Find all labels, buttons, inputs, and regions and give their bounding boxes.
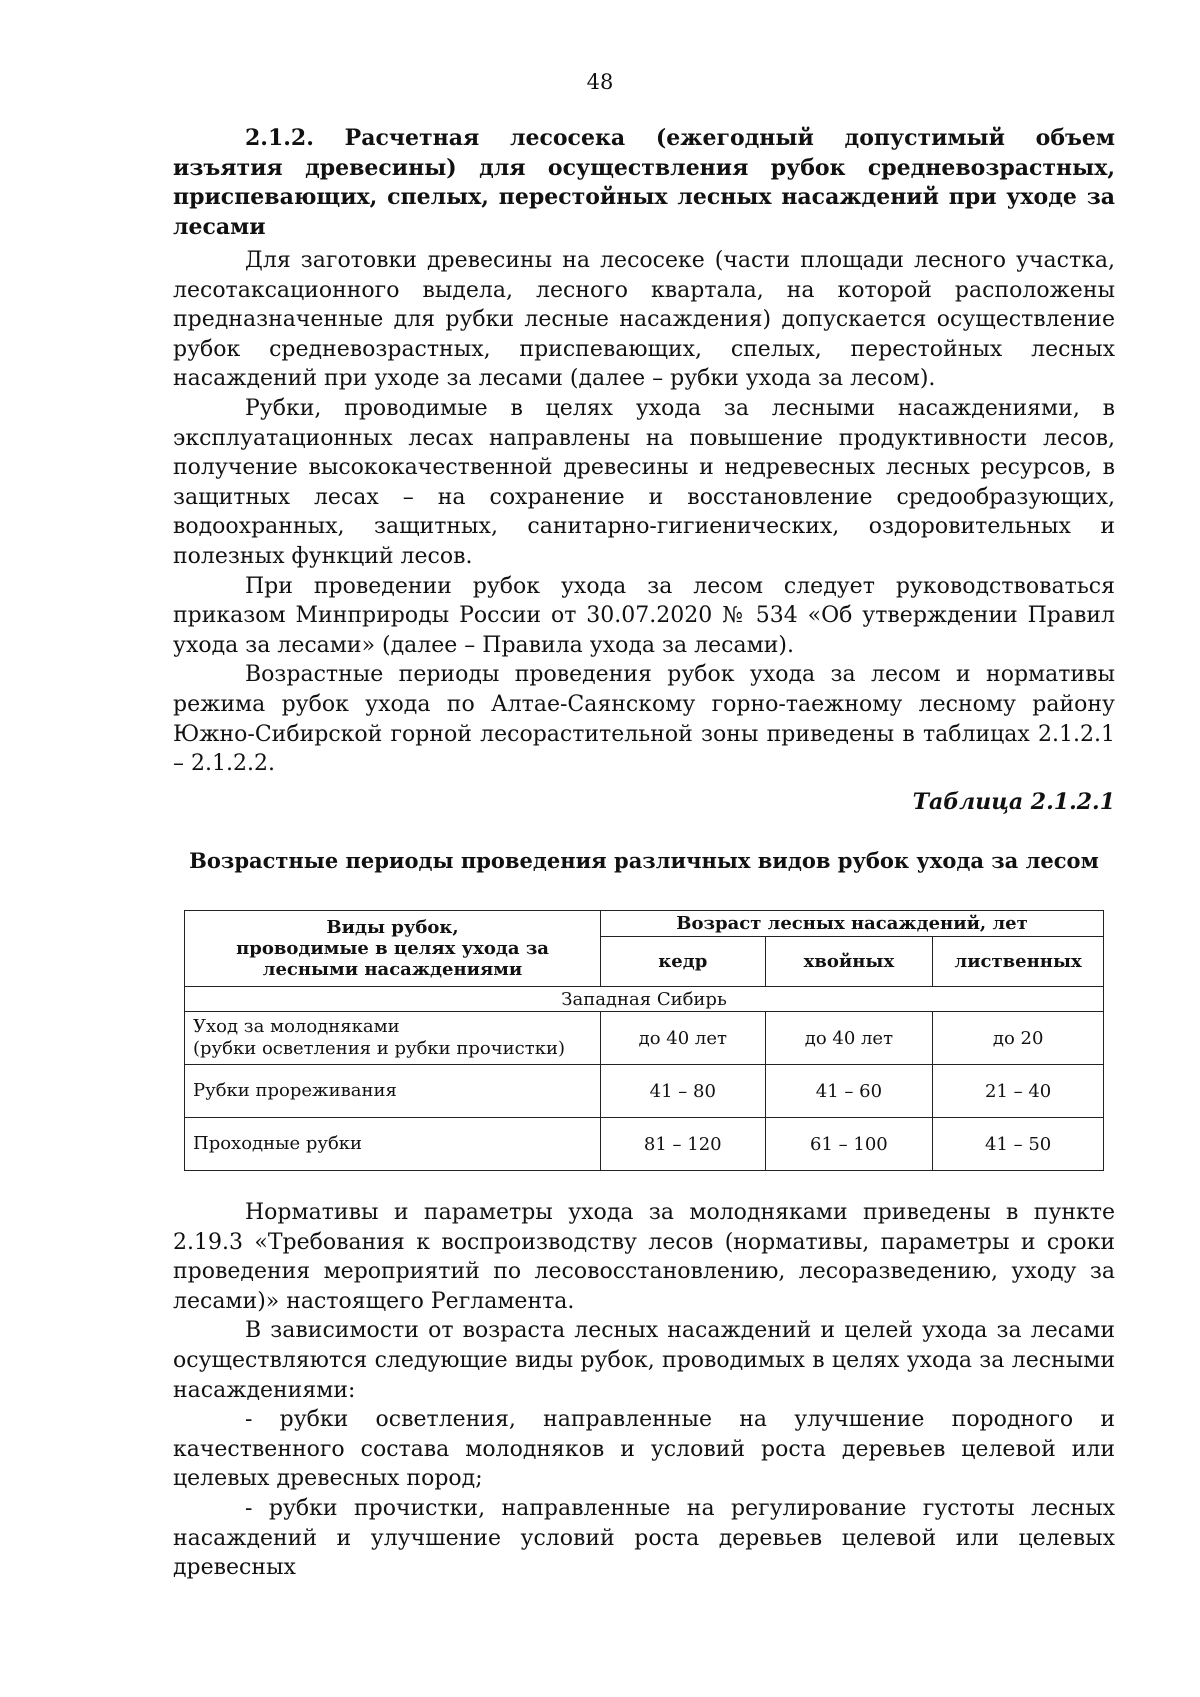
value-cell: 21 – 40 [933, 1065, 1104, 1118]
value-cell: до 40 лет [601, 1012, 765, 1065]
header-kind-line: лесными насаждениями [262, 959, 523, 980]
table-row [185, 1012, 1104, 1065]
list-item: - рубки осветления, направленные на улучшение породного и качественного состава молодняков и условий роста деревьев целевой или целевых древесных пород; [173, 1407, 1115, 1492]
header-cell-coniferous: хвойных [765, 937, 933, 987]
value-cell: до 40 лет [765, 1012, 933, 1065]
table-row [185, 1118, 1104, 1171]
kind-line: Уход за молодняками [193, 1016, 400, 1037]
header-cell-age: Возраст лесных насаждений, лет [601, 911, 1104, 937]
kind-cell: Проходные рубки [185, 1118, 601, 1171]
text-block-after-table [173, 1198, 1115, 1583]
region-cell: Западная Сибирь [185, 987, 1104, 1012]
paragraph: Для заготовки древесины на лесосеке (части площади лесного участка, лесотаксационного выдела, лесного квартала, на которой расположены предназначенные для рубки лесные насаждения) допускается осуществление рубок средневозрастных, приспевающих, спелых, перестойных лесных насаждений при уходе за лесами (далее – рубки ухода за лесом). [173, 248, 1115, 392]
value-cell: 41 – 60 [765, 1065, 933, 1118]
kind-line: (рубки осветления и рубки прочистки) [193, 1038, 565, 1059]
table-region-row [185, 987, 1104, 1012]
kind-cell: Рубки прореживания [185, 1065, 601, 1118]
header-kind-line: проводимые в целях ухода за [236, 938, 549, 959]
value-cell: 81 – 120 [601, 1118, 765, 1171]
page-number: 48 [586, 70, 614, 94]
header-cell-deciduous: лиственных [933, 937, 1104, 987]
header-kind-line: Виды рубок, [326, 917, 459, 938]
value-cell: 41 – 50 [933, 1118, 1104, 1171]
table-header-row [185, 911, 1104, 937]
paragraph: Рубки, проводимые в целях ухода за лесными насаждениями, в эксплуатационных лесах направлены на повышение продуктивности лесов, получение высококачественной древесины и недревесных лесных ресурсов, в защитных лесах – на сохранение и восстановление средообразующих, водоохранных, защитных, санитарно-гигиенических, оздоровительных и полезных функций лесов. [173, 395, 1115, 569]
age-periods-table [184, 910, 1104, 1171]
kind-cell [185, 1012, 601, 1065]
section-heading: 2.1.2. Расчетная лесосека (ежегодный допустимый объем изъятия древесины) для осуществления рубок средневозрастных, приспевающих, спелых, перестойных лесных насаждений при уходе за лесами [173, 125, 1115, 240]
header-cell-cedar: кедр [601, 937, 765, 987]
table-row [185, 1065, 1104, 1118]
paragraph: При проведении рубок ухода за лесом следует руководствоваться приказом Минприроды России от 30.07.2020 № 534 «Об утверждении Правил ухода за лесами» (далее – Правила ухода за лесами). [173, 573, 1115, 658]
table-caption: Таблица 2.1.2.1 [912, 789, 1115, 815]
text-block-before-table [173, 246, 1115, 779]
value-cell: 41 – 80 [601, 1065, 765, 1118]
header-cell-kind [185, 911, 601, 987]
paragraph: В зависимости от возраста лесных насаждений и целей ухода за лесами осуществляются следующие виды рубок, проводимых в целях ухода за лесными насаждениями: [173, 1318, 1115, 1403]
value-cell: 61 – 100 [765, 1118, 933, 1171]
list-item: - рубки прочистки, направленные на регулирование густоты лесных насаждений и улучшение условий роста деревьев целевой или целевых древесных [173, 1495, 1115, 1581]
value-cell: до 20 [933, 1012, 1104, 1065]
table-title: Возрастные периоды проведения различных видов рубок ухода за лесом [189, 848, 1099, 873]
paragraph: Возрастные периоды проведения рубок ухода за лесом и нормативы режима рубок ухода по Алтае-Саянскому горно-таежному лесному району Южно-Сибирской горной лесорастительной зоны приведены в таблицах 2.1.2.1 – 2.1.2.2. [173, 662, 1115, 777]
paragraph: Нормативы и параметры ухода за молодняками приведены в пункте 2.19.3 «Требования к воспроизводству лесов (нормативы, параметры и сроки проведения мероприятий по лесовосстановлению, лесоразведению, уходу за лесами)» настоящего Регламента. [173, 1200, 1115, 1314]
